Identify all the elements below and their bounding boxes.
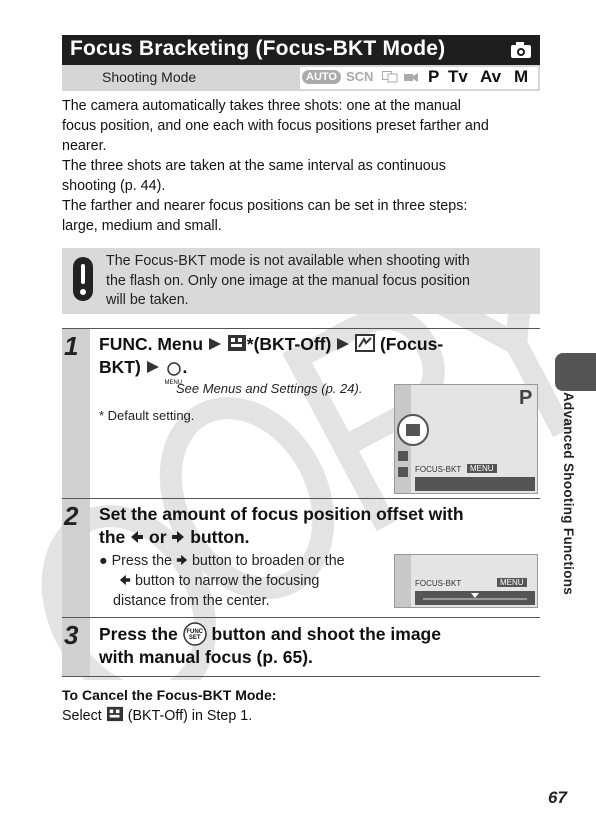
focus-bkt-icon	[355, 334, 375, 352]
default-setting-note: * Default setting.	[99, 408, 195, 423]
caution-text	[106, 252, 531, 311]
mode-icons	[300, 67, 538, 89]
lcd-screen-preview	[394, 384, 538, 494]
step-2-heading	[99, 503, 464, 549]
step-2-text: button.	[190, 527, 250, 547]
step-number: 3	[64, 620, 79, 650]
shooting-mode-bar	[62, 65, 540, 91]
caution-line: will be taken.	[106, 292, 189, 308]
step-2-bullets	[99, 551, 345, 611]
stitch-assist-icon	[382, 71, 398, 83]
arrow-right-icon	[146, 360, 160, 374]
right-arrow-icon	[171, 530, 185, 544]
step-3-text: button and shoot the image	[211, 624, 441, 644]
func-menu-text: FUNC. Menu	[99, 334, 204, 354]
step-3	[62, 618, 540, 676]
step-3-heading	[99, 622, 441, 669]
menu-button-label: MENU	[164, 380, 183, 386]
bullet-line: ● Press the button to broaden or the	[99, 553, 345, 569]
bkt-off-icon	[227, 334, 247, 352]
manual-mode-icon: M	[514, 67, 529, 86]
caution-line: the flash on. Only one image at the manual focus position	[106, 272, 470, 289]
step-2	[62, 499, 540, 617]
intro-line: nearer.	[62, 138, 107, 154]
tv-mode-icon: Tv	[448, 67, 468, 86]
page-title: Focus Bracketing (Focus-BKT Mode)	[70, 37, 446, 60]
arrow-right-icon	[208, 337, 222, 351]
menu-button-icon	[164, 359, 183, 386]
intro-line: focus position, and one each with focus positions preset farther and	[62, 118, 489, 134]
bkt-off-text: *(BKT-Off)	[246, 334, 332, 354]
lcd-label: FOCUS-BKT	[415, 465, 462, 474]
step-1	[62, 329, 540, 498]
lcd-option-strip	[415, 477, 535, 491]
bullet-line: button to narrow the focusing	[99, 571, 345, 591]
intro-line: The three shots are taken at the same interval as continuous	[62, 158, 446, 174]
lcd-menu-label: MENU	[497, 578, 527, 587]
lcd-menu-column	[395, 555, 411, 607]
func-set-label: FUNC SET	[186, 629, 203, 641]
divider	[62, 676, 540, 677]
chapter-label	[558, 392, 578, 622]
intro-text	[62, 96, 489, 236]
chapter-tab	[555, 353, 596, 391]
bullet-line: distance from the center.	[113, 593, 270, 609]
intro-line: The camera automatically takes three shots: one at the manual	[62, 98, 461, 114]
caution-icon	[72, 256, 94, 302]
lcd-mode-indicator: P	[519, 387, 533, 409]
focus-bkt-text: (Focus-	[379, 334, 444, 354]
bkt-off-icon	[106, 706, 124, 722]
left-arrow-icon	[119, 574, 131, 586]
left-arrow-icon	[130, 530, 144, 544]
step-number: 1	[64, 331, 79, 361]
program-mode-icon: P	[428, 67, 440, 86]
scn-mode-icon: SCN	[346, 69, 374, 84]
step-2-text: the	[99, 527, 126, 547]
step-2-line: Set the amount of focus position offset with	[99, 504, 464, 524]
lcd-scale-strip	[415, 591, 535, 605]
func-set-button-icon	[183, 622, 207, 646]
step-2-text: or	[149, 527, 167, 547]
arrow-right-icon	[336, 337, 350, 351]
step-1-heading: FUNC. Menu *(BKT-Off) (Focus- BKT) MENU .	[99, 333, 443, 379]
page-number: 67	[548, 788, 567, 807]
movie-mode-icon	[403, 71, 419, 83]
focus-offset-scale	[415, 591, 535, 605]
chapter-label-text: Advanced Shooting Functions	[561, 392, 576, 596]
caution-box	[62, 248, 540, 314]
step-number-column	[62, 499, 90, 617]
caution-line: The Focus-BKT mode is not available when shooting with	[106, 253, 470, 269]
intro-line: shooting (p. 44).	[62, 178, 166, 194]
lcd-menu-label: MENU	[467, 464, 497, 473]
intro-line: The farther and nearer focus positions can be set in three steps:	[62, 198, 468, 214]
step-3-text: with manual focus (p. 65).	[99, 647, 313, 667]
lcd-screen-preview	[394, 554, 538, 608]
step-number-column	[62, 618, 90, 676]
camera-icon	[510, 42, 532, 59]
bkt-text: BKT)	[99, 357, 141, 377]
intro-line: large, medium and small.	[62, 218, 222, 234]
step-number: 2	[64, 501, 79, 531]
av-mode-icon: Av	[480, 67, 502, 86]
cancel-heading: To Cancel the Focus-BKT Mode:	[62, 687, 277, 703]
right-arrow-icon	[176, 554, 188, 566]
lcd-label: FOCUS-BKT	[415, 579, 462, 588]
step-3-text: Press the	[99, 624, 178, 644]
shooting-mode-label: Shooting Mode	[102, 69, 197, 85]
see-menus-text: See Menus and Settings (p. 24).	[176, 381, 363, 396]
nr-icon	[398, 451, 408, 461]
step-number-column	[62, 329, 90, 498]
selected-bkt-icon	[396, 413, 430, 447]
cancel-text: Select (BKT-Off) in Step 1.	[62, 708, 253, 724]
section-title-bar	[62, 35, 540, 65]
auto-mode-icon: AUTO	[302, 70, 341, 84]
quality-icon	[398, 467, 408, 477]
